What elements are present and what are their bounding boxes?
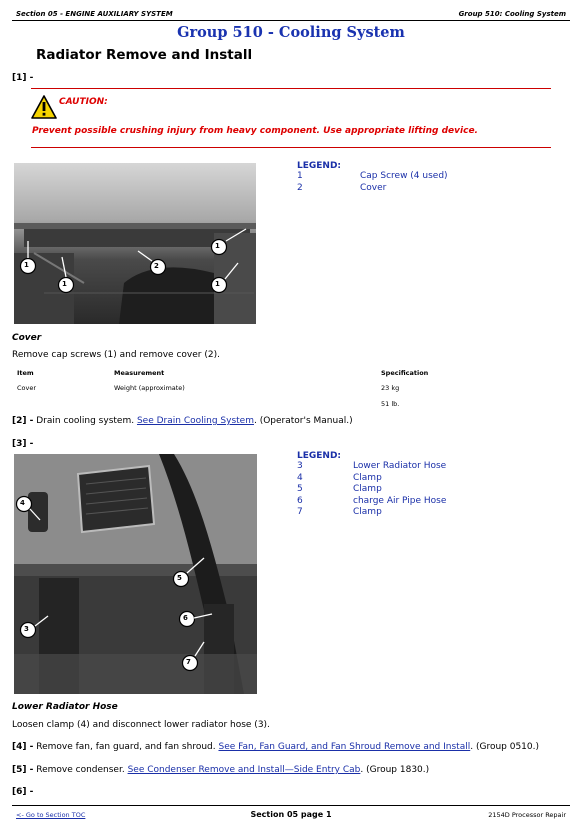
legend-row: 7 Clamp [297,507,382,517]
condenser-link[interactable]: See Condenser Remove and Install—Side Entry Cab [127,765,361,775]
step-2: [2] - Drain cooling system. See Drain Cooling System. (Operator's Manual.) [12,416,353,426]
callout: 1 [215,242,220,250]
table-cell: Cover [17,384,37,392]
header-group: Group 510: Cooling System [458,10,566,18]
callout: 5 [177,574,182,582]
callout: 1 [215,280,220,288]
callout: 1 [62,280,67,288]
caution-text: Prevent possible crushing injury from heavy component. Use appropriate lifting device. [32,126,478,136]
callout: 6 [183,614,188,622]
legend-row: 4 Clamp [297,472,382,483]
legend-1 [297,161,517,194]
page-footer [12,805,570,826]
callout: 4 [20,499,25,507]
legend-row: 5 Clamp [297,484,382,494]
callout: 7 [186,658,191,666]
step-4: [4] - Remove fan, fan guard, and fan shroud. See Fan, Fan Guard, and Fan Shroud Remove and Install. (Group 0510.) [12,742,540,752]
step-1-label: [1] - [12,73,34,83]
legend-title: LEGEND: [297,161,342,171]
page-number: Section 05 page 1 [250,810,332,819]
section-toc-link[interactable]: <- Go to Section TOC [16,811,86,819]
legend-title: LEGEND: [297,451,342,461]
legend-row: 1 Cap Screw (4 used) [297,171,448,181]
hose-photo-callouts [14,454,257,694]
fan-guard-shroud-link[interactable]: See Fan, Fan Guard, and Fan Shroud Remove and Install [218,742,471,752]
step-5: [5] - Remove condenser. See Condenser Remove and Install—Side Entry Cab. (Group 1830.) [12,765,430,775]
hose-instruction: Loosen clamp (4) and disconnect lower radiator hose (3). [12,720,270,730]
table-header: Measurement [114,369,165,377]
step-6-label: [6] - [12,787,34,797]
legend-2 [297,451,517,519]
figure-2-caption: Lower Radiator Hose [12,702,118,712]
table-cell: 23 kg [381,384,400,392]
header-section: Section 05 - ENGINE AUXILIARY SYSTEM [16,10,173,18]
table-header: Specification [381,369,429,377]
manual-title: 2154D Processor Repair [488,811,566,819]
callout: 2 [154,262,159,270]
cover-instruction: Remove cap screws (1) and remove cover (2). [12,350,220,360]
callout: 1 [24,261,29,269]
group-title: Group 510 - Cooling System [177,24,405,41]
legend-row: 2 Cover [297,182,387,193]
legend-row: 3 Lower Radiator Hose [297,461,447,471]
table-header: Item [17,369,34,377]
drain-cooling-system-link[interactable]: See Drain Cooling System [136,416,254,426]
legend-row: 6 charge Air Pipe Hose [297,495,447,506]
table-cell: Weight (approximate) [114,384,185,392]
page-header [12,4,570,21]
table-cell: 51 lb. [381,400,400,408]
spec-table [17,369,457,411]
caution-label: CAUTION: [59,97,108,107]
step-3-label: [3] - [12,439,34,449]
caution-rule-top [31,88,551,89]
warning-triangle-icon [31,95,57,119]
callout: 3 [24,625,29,633]
caution-rule-bottom [31,147,551,148]
section-title: Radiator Remove and Install [36,47,253,63]
figure-1-caption: Cover [12,333,42,343]
cover-photo-callouts [14,163,256,324]
